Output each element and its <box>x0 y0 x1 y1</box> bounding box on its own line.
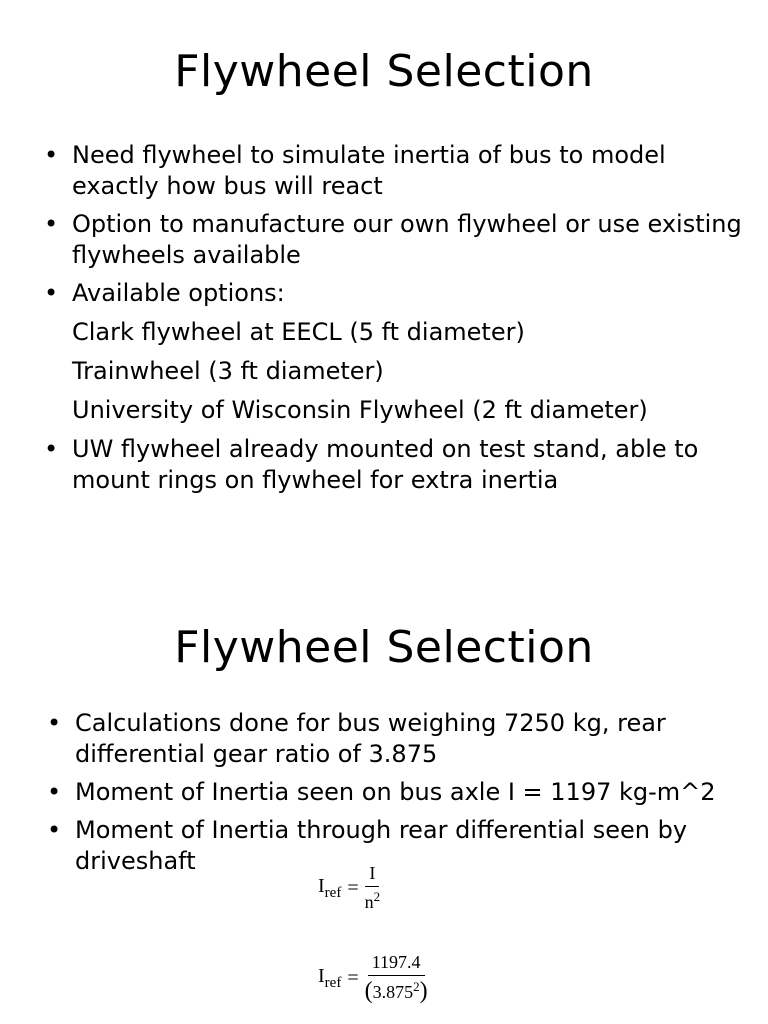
bullet-dot-icon: • <box>44 279 59 307</box>
bullet-dot-icon: • <box>47 709 62 737</box>
formula-iref-general: $I_{ref}$ = $\frac{I}{n^2}$ <box>318 852 474 924</box>
option-item: University of Wisconsin Flywheel (2 ft diameter) <box>72 396 648 424</box>
fraction: $\frac{I}{n^2}$ <box>364 863 381 912</box>
formula-iref-numeric: $I_{ref}$ = $\frac{1197.4}{(3.875^2)}$ <box>318 940 468 1016</box>
fraction: $\frac{1197.4}{(3.875^2)}$ <box>364 951 428 1004</box>
bullet-dot-icon: • <box>47 816 62 844</box>
bullet-dot-icon: • <box>44 141 59 169</box>
bullet-item: • Option to manufacture our own flywheel or use existing flywheels available <box>44 210 742 269</box>
bullet-item: • Need flywheel to simulate inertia of bus to model exactly how bus will react <box>44 141 666 200</box>
bullet-item: • Available options: <box>44 279 285 307</box>
bullet-item: • Moment of Inertia seen on bus axle I = 1197 kg-m^2 <box>47 778 716 806</box>
bullet-dot-icon: • <box>47 778 62 806</box>
bullet-item: • UW flywheel already mounted on test stand, able to mount rings on flywheel for extra inertia <box>44 435 699 494</box>
slide-1-bullet-list <box>44 140 752 503</box>
option-item: Clark flywheel at EECL (5 ft diameter) <box>72 318 525 346</box>
bullet-item: • Calculations done for bus weighing 7250 kg, rear differential gear ratio of 3.875 <box>47 709 666 768</box>
bullet-item: • Moment of Inertia through rear differential seen by driveshaft <box>47 816 688 875</box>
bullet-dot-icon: • <box>44 435 59 463</box>
slide-1-title: Flywheel Selection <box>174 46 594 97</box>
option-item: Trainwheel (3 ft diameter) <box>72 357 384 385</box>
bullet-dot-icon: • <box>44 210 59 238</box>
slide-2-title: Flywheel Selection <box>174 622 594 673</box>
